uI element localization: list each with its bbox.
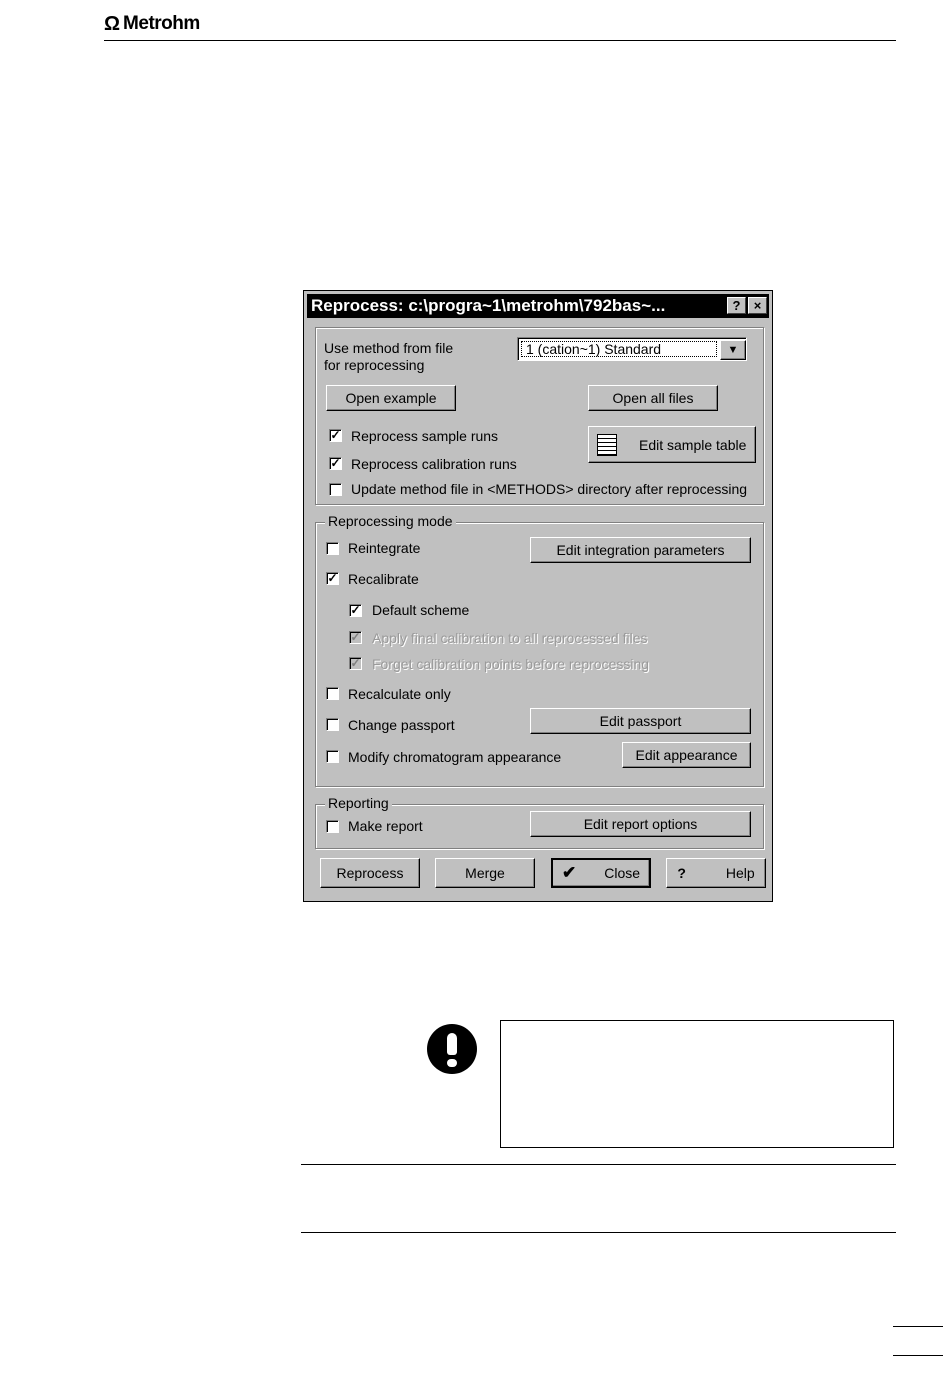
edit-sample-table-label: Edit sample table xyxy=(639,436,747,453)
make-report-checkbox[interactable] xyxy=(326,820,339,833)
forget-points-checkbox: ✓ xyxy=(350,656,361,670)
edit-sample-table-button[interactable] xyxy=(588,426,756,463)
reprocess-sample-runs-label: Reprocess sample runs xyxy=(351,428,499,444)
close-button-label: Close xyxy=(604,865,641,881)
reintegrate-checkbox[interactable] xyxy=(326,542,339,555)
metrohm-logo xyxy=(104,12,200,36)
update-method-checkbox[interactable] xyxy=(329,483,342,496)
edit-integration-parameters-button[interactable]: Edit integration parameters xyxy=(530,537,751,563)
merge-button[interactable]: Merge xyxy=(435,858,535,888)
help-button-label: Help xyxy=(725,865,755,881)
reprocess-dialog xyxy=(303,290,773,902)
modify-appearance-checkbox[interactable] xyxy=(326,750,339,763)
help-button[interactable] xyxy=(666,858,766,888)
title-bar[interactable] xyxy=(307,294,769,318)
recalculate-only-checkbox[interactable] xyxy=(326,687,339,700)
open-example-button[interactable]: Open example xyxy=(326,385,456,411)
open-all-files-button[interactable]: Open all files xyxy=(588,385,718,411)
recalibrate-label: Recalibrate xyxy=(348,571,419,587)
checkmark-icon: ✔ xyxy=(561,863,577,882)
page-mark-top xyxy=(893,1326,943,1327)
method-select[interactable] xyxy=(517,337,747,361)
note-box xyxy=(500,1020,894,1148)
update-method-label: Update method file in <METHODS> directory after reprocessing xyxy=(351,481,748,497)
reprocess-button[interactable]: Reprocess xyxy=(320,858,420,888)
exclamation-icon xyxy=(427,1024,477,1074)
method-select-value: 1 (cation~1) Standard xyxy=(526,341,662,357)
reprocess-calibration-runs-label: Reprocess calibration runs xyxy=(351,456,517,472)
brand-name: Metrohm xyxy=(123,13,200,34)
section-rule-bottom xyxy=(301,1232,896,1233)
make-report-label: Make report xyxy=(348,818,423,834)
default-scheme-checkbox[interactable]: ✓ xyxy=(350,603,361,617)
forget-points-label: Forget calibration points before reprocessing xyxy=(372,656,650,672)
method-dropdown-button[interactable] xyxy=(720,340,746,360)
table-icon xyxy=(597,434,617,456)
close-button[interactable] xyxy=(551,858,651,888)
close-title-button[interactable]: × xyxy=(748,297,767,314)
modify-appearance-label: Modify chromatogram appearance xyxy=(348,749,562,765)
chevron-down-icon: ▼ xyxy=(727,344,739,356)
recalculate-only-label: Recalculate only xyxy=(348,686,451,702)
section-rule-top xyxy=(301,1164,896,1165)
question-icon: ? xyxy=(677,865,686,881)
reporting-legend: Reporting xyxy=(325,795,392,811)
method-label-line1: Use method from file xyxy=(324,340,454,356)
reintegrate-label: Reintegrate xyxy=(348,540,421,556)
change-passport-label: Change passport xyxy=(348,717,455,733)
apply-final-checkbox: ✓ xyxy=(350,630,361,644)
header-rule xyxy=(104,40,896,41)
edit-report-options-button[interactable]: Edit report options xyxy=(530,811,751,837)
recalibrate-checkbox[interactable]: ✓ xyxy=(327,571,338,585)
edit-passport-button[interactable]: Edit passport xyxy=(530,708,751,734)
default-scheme-label: Default scheme xyxy=(372,602,470,618)
reprocess-sample-runs-checkbox[interactable]: ✓ xyxy=(330,428,341,442)
edit-appearance-button[interactable]: Edit appearance xyxy=(622,742,751,768)
method-label-line2: for reprocessing xyxy=(324,357,425,373)
help-title-button[interactable]: ? xyxy=(727,297,746,314)
apply-final-label: Apply final calibration to all reprocessed files xyxy=(372,630,648,646)
reprocess-calibration-runs-checkbox[interactable]: ✓ xyxy=(330,456,341,470)
reprocessing-mode-legend: Reprocessing mode xyxy=(325,513,456,529)
page-mark-bottom xyxy=(893,1355,943,1356)
change-passport-checkbox[interactable] xyxy=(326,718,339,731)
omega-icon: Ω xyxy=(104,12,121,35)
dialog-title: Reprocess: c:\progra~1\metrohm\792bas~... xyxy=(311,296,666,315)
